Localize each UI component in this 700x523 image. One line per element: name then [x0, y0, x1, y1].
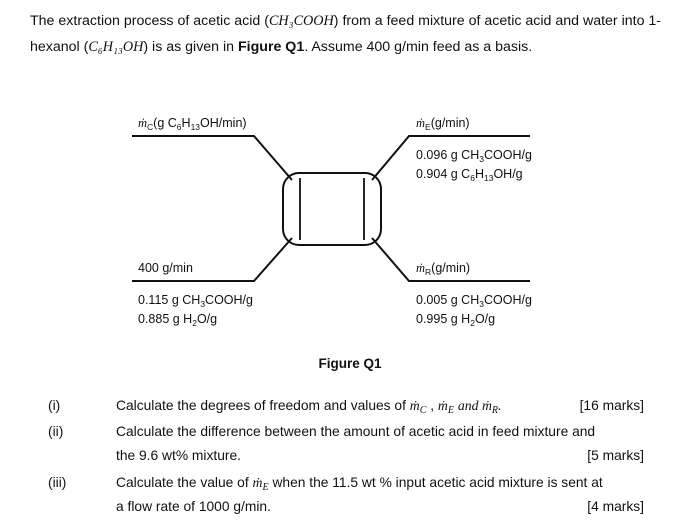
intro-text-3: ) is as given in	[143, 39, 238, 55]
question-text-line-2: the 9.6 wt% mixture.	[116, 448, 241, 463]
hexanol-formula: C₆H₁₃OH	[88, 39, 144, 55]
intro-text-2: ) from a feed mixture of acetic acid and water into 1-hexanol (	[30, 13, 662, 55]
feed-flow-label: 400 g/min	[138, 261, 193, 275]
intro-text-1: The extraction process of acetic acid (	[30, 13, 269, 29]
feed-acid-fraction: 0.115 g $CH_3COOH/g$	[138, 293, 253, 309]
extract-acid-fraction: 0.096 g $CH_3COOH/g$	[416, 148, 532, 164]
question-number: (i)	[48, 398, 61, 413]
question-number: (ii)	[48, 424, 64, 439]
raffinate-water-fraction: 0.995 g $H_2O/g$	[416, 312, 496, 328]
figure-reference: Figure Q1	[238, 39, 305, 55]
question-text-line-2: a flow rate of 1000 g/min.	[116, 499, 271, 514]
extraction-unit	[283, 173, 381, 245]
raffinate-flow-label: ṁ$_R$(g/min)	[416, 261, 471, 277]
question-3	[48, 473, 644, 517]
extract-flow-label: ṁ$_E$(g/min)	[416, 116, 470, 132]
solvent-inlet-stream	[132, 136, 292, 180]
question-2	[48, 422, 644, 466]
question-text-line-1: Calculate the value of ṁ$_E$ when the 11.5 wt % input acetic acid mixture is sent at	[116, 475, 603, 493]
question-marks: [5 marks]	[587, 448, 644, 463]
question-marks: [16 marks]	[579, 398, 644, 413]
extract-hexanol-fraction: 0.904 g $C_6H_{13}OH/g$	[416, 167, 523, 183]
figure-caption: Figure Q1	[318, 356, 382, 371]
raffinate-acid-fraction: 0.005 g $CH_3COOH/g$	[416, 293, 532, 309]
solvent-flow-label: ṁ$_C$(g $C_6H_{13}OH/\min$)	[138, 116, 247, 132]
question-text: Calculate the degrees of freedom and values of ṁ$_C$ , ṁ$_E$ and ṁ$_R$.	[116, 398, 502, 416]
question-marks: [4 marks]	[587, 499, 644, 514]
question-number: (iii)	[48, 475, 67, 490]
question-text-line-1: Calculate the difference between the amount of acetic acid in feed mixture and	[116, 424, 596, 439]
feed-water-fraction: 0.885 g $H_2O/g$	[138, 312, 218, 328]
acetic-acid-formula: CH₃COOH	[268, 13, 334, 29]
intro-text-4: . Assume 400 g/min feed as a basis.	[304, 39, 533, 55]
